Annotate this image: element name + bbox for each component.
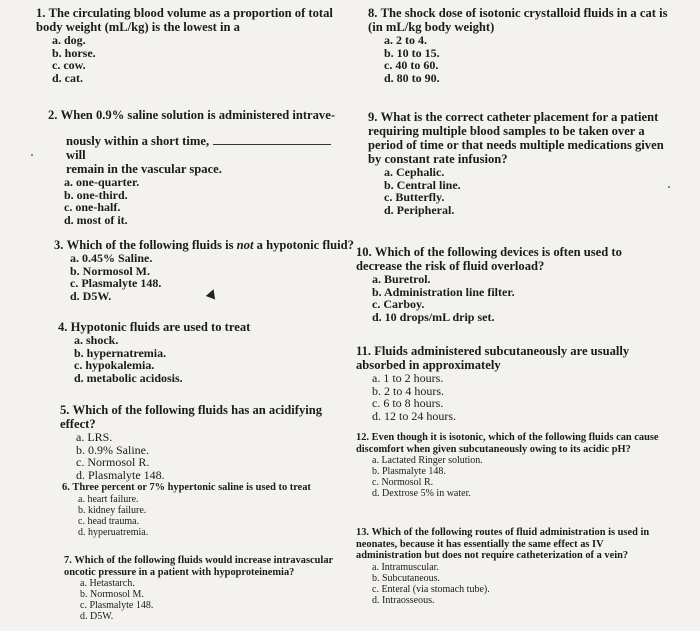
option-a: a. Cephalic. [384, 165, 445, 179]
option-d: d. 10 drops/mL drip set. [372, 309, 495, 324]
option-c: c. Butterfly. [384, 190, 445, 205]
question-stem: 11. Fluids administered subcutaneously are usually absorbed in approximately [356, 344, 630, 372]
question-11 [356, 344, 666, 422]
question-stem: 3. Which of the following fluids is not a hypotonic fluid? [54, 238, 354, 252]
question-9 [368, 110, 668, 216]
option-c: c. Plasmalyte 148. [80, 600, 154, 612]
option-a: a. Hetastarch. [80, 578, 135, 590]
question-stem: 1. The circulating blood volume as a proportion of total body weight (mL/kg) is the lowest in a [36, 6, 333, 34]
option-d: d. cat. [52, 70, 83, 85]
option-a: a. 1 to 2 hours. [372, 371, 444, 385]
question-stem: 9. What is the correct catheter placement for a patient requiring multiple blood samples to be taken over a period of time or that needs multiple medications given by constant rate infusion? [368, 110, 664, 166]
option-a: a. heart failure. [78, 493, 139, 505]
option-b: b. Subcutaneous. [372, 572, 441, 584]
option-d: d. metabolic acidosis. [74, 370, 183, 385]
option-a: a. Buretrol. [372, 272, 431, 286]
option-d: d. 12 to 24 hours. [372, 408, 456, 423]
option-a: a. shock. [74, 333, 119, 347]
question-2 [48, 108, 353, 226]
option-a: a. Lactated Ringer solution. [372, 455, 483, 467]
answer-blank [213, 134, 331, 145]
option-c: c. Carboy. [372, 297, 425, 312]
question-stem: 12. Even though it is isotonic, which of the following fluids can cause discomfort when given subcutaneously owing to its acidic pH? [356, 432, 659, 455]
question-6 [62, 482, 347, 538]
option-d: d. D5W. [80, 611, 114, 623]
option-b: b. one-third. [64, 187, 128, 202]
question-3 [54, 238, 354, 302]
question-7 [64, 555, 334, 622]
question-stem: 2. When 0.9% saline solution is administered intrave- [48, 108, 336, 122]
option-a: a. Intramuscular. [372, 561, 439, 573]
option-c: c. 40 to 60. [384, 58, 439, 73]
option-c: c. one-half. [64, 200, 121, 215]
question-1 [36, 6, 346, 84]
option-a: a. 2 to 4. [384, 33, 427, 47]
question-stem: 13. Which of the following routes of fluid administration is used in neonates, because it has essentially the same effect as IV administration but does not require catheterization of a vein? [356, 527, 650, 562]
option-b: b. 10 to 15. [384, 45, 440, 60]
speck-mark [31, 154, 33, 156]
question-5 [60, 403, 360, 481]
option-c: c. Plasmalyte 148. [70, 276, 162, 291]
question-10 [356, 245, 666, 323]
option-c: c. hypokalemia. [74, 358, 155, 373]
option-c: c. Enteral (via stomach tube). [372, 583, 490, 595]
option-b: b. kidney failure. [78, 504, 147, 516]
option-a: a. dog. [52, 33, 86, 47]
question-stem: 8. The shock dose of isotonic crystalloid fluids in a cat is (in mL/kg body weight) [368, 6, 668, 34]
question-stem-line2: nously within a short time,will [48, 134, 353, 162]
option-c: c. 6 to 8 hours. [372, 396, 444, 411]
option-b: b. 2 to 4 hours. [372, 383, 444, 398]
question-stem: 5. Which of the following fluids has an acidifying effect? [60, 403, 323, 431]
question-4 [58, 320, 338, 384]
option-c: c. Normosol R. [76, 455, 150, 470]
option-b: b. 0.9% Saline. [76, 442, 149, 457]
option-a: a. 0.45% Saline. [70, 251, 153, 265]
option-d: d. hyperuatremia. [78, 526, 149, 538]
question-stem: 7. Which of the following fluids would increase intravascular oncotic pressure in a patient with hypoproteinemia? [64, 555, 333, 578]
question-stem: 4. Hypotonic fluids are used to treat [58, 320, 251, 334]
question-12 [356, 432, 666, 499]
option-c: c. Normosol R. [372, 477, 434, 489]
option-b: b. Normosol M. [70, 263, 150, 278]
option-c: c. head trauma. [78, 515, 140, 527]
option-c: c. cow. [52, 58, 86, 73]
option-b: b. Normosol M. [80, 589, 144, 601]
option-a: a. LRS. [76, 430, 113, 444]
option-b: b. Administration line filter. [372, 284, 515, 299]
option-d: d. Dextrose 5% in water. [372, 488, 471, 500]
speck-mark [668, 186, 670, 188]
question-13 [356, 527, 666, 606]
option-b: b. Plasmalyte 148. [372, 466, 446, 478]
option-d: d. 80 to 90. [384, 70, 440, 85]
question-stem-line3: remain in the vascular space. [66, 162, 222, 176]
option-b: b. Central line. [384, 177, 461, 192]
option-d: d. D5W. [70, 288, 112, 303]
option-d: d. Plasmalyte 148. [76, 467, 165, 482]
question-8 [368, 6, 668, 84]
option-d: d. Peripheral. [384, 202, 455, 217]
option-b: b. horse. [52, 45, 96, 60]
question-stem: 10. Which of the following devices is often used to decrease the risk of fluid overload? [356, 245, 622, 273]
option-d: d. most of it. [64, 212, 128, 227]
option-d: d. Intraosseous. [372, 594, 435, 606]
question-stem: 6. Three percent or 7% hypertonic saline is used to treat [62, 482, 311, 493]
option-a: a. one-quarter. [64, 175, 140, 189]
option-b: b. hypernatremia. [74, 345, 167, 360]
